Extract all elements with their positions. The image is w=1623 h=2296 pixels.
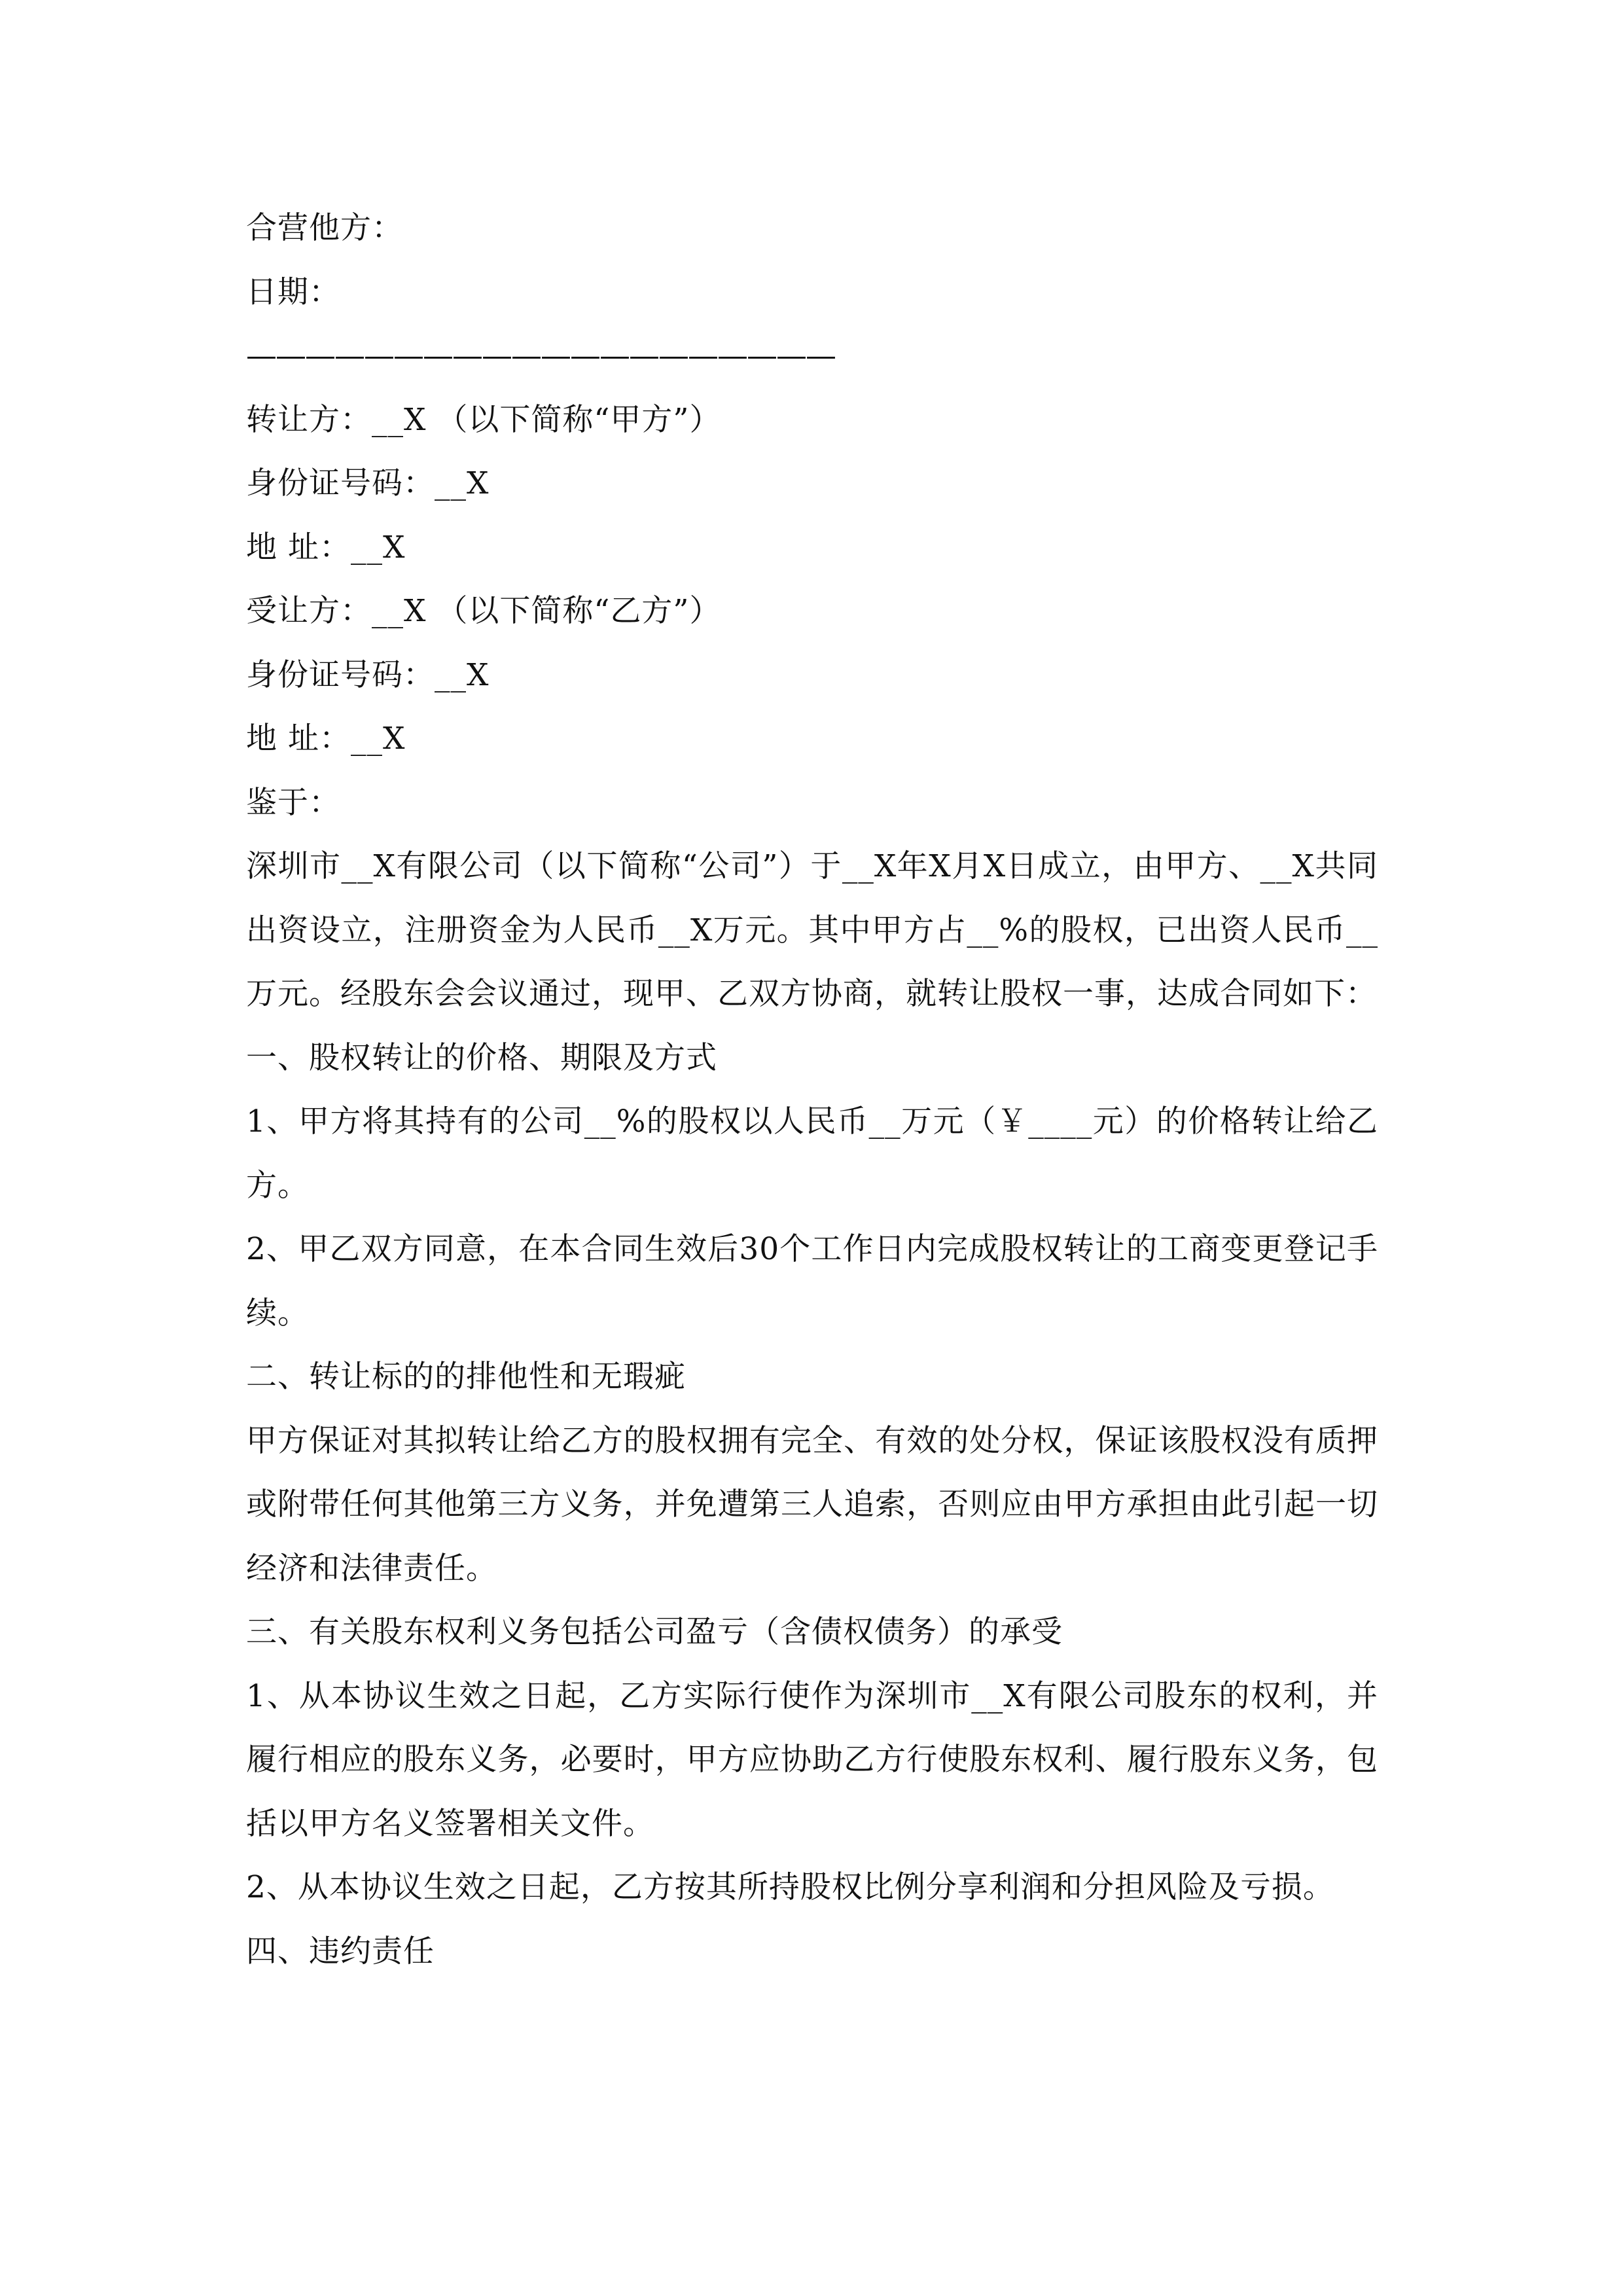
whereas-heading: 鉴于： (246, 784, 340, 821)
transferor-line: 转让方：__X （以下简称“甲方”） (246, 401, 721, 438)
section-3-clause-2: 2、从本协议生效之日起，乙方按其所持股权比例分享利润和分担风险及亏损。 (246, 1869, 1334, 1905)
other-party-label: 合营他方： (246, 210, 403, 246)
section-4-title: 四、违约责任 (246, 1933, 435, 1969)
transferor-address-line: 地 址：__X (246, 529, 406, 565)
transferor-id-line: 身份证号码：__X (246, 465, 490, 501)
section-2-paragraph: 甲方保证对其拟转让给乙方的股权拥有完全、有效的处分权，保证该股权没有质押或附带任何其他第三方义务，并免遭第三人追索，否则应由甲方承担由此引起一切经济和法律责任。 (246, 1422, 1378, 1587)
section-1-title: 一、股权转让的价格、期限及方式 (246, 1039, 717, 1076)
transferee-address-line: 地 址：__X (246, 721, 406, 757)
section-1-clause-2: 2、甲乙双方同意，在本合同生效后30个工作日内完成股权转让的工商变更登记手续。 (246, 1231, 1378, 1331)
section-3-title: 三、有关股东权利义务包括公司盈亏（含债权债务）的承受 (246, 1614, 1063, 1650)
section-3-clause-1: 1、从本协议生效之日起，乙方实际行使作为深圳市__X有限公司股东的权利，并履行相应的股东义务，必要时，甲方应协助乙方行使股东权利、履行股东义务，包括以甲方名义签署相关文件。 (246, 1677, 1378, 1842)
document-body (246, 196, 1378, 1983)
section-1-clause-1: 1、甲方将其持有的公司__%的股权以人民币__万元（￥____元）的价格转让给乙方。 (246, 1103, 1378, 1204)
date-label: 日期： (246, 274, 340, 310)
transferee-line: 受让方：__X （以下简称“乙方”） (246, 593, 721, 629)
section-2-title: 二、转让标的的排他性和无瑕疵 (246, 1359, 686, 1395)
preamble-paragraph: 深圳市__X有限公司（以下简称“公司”）于__X年X月X日成立，由甲方、__X共同出资设立，注册资金为人民币__X万元。其中甲方占__%的股权，已出资人民币__万元。经股东会会议通过，现甲、乙双方协商，就转让股权一事，达成合同如下： (246, 848, 1378, 1012)
transferee-id-line: 身份证号码：__X (246, 656, 490, 693)
separator-line: ———————————————————— (246, 338, 835, 374)
